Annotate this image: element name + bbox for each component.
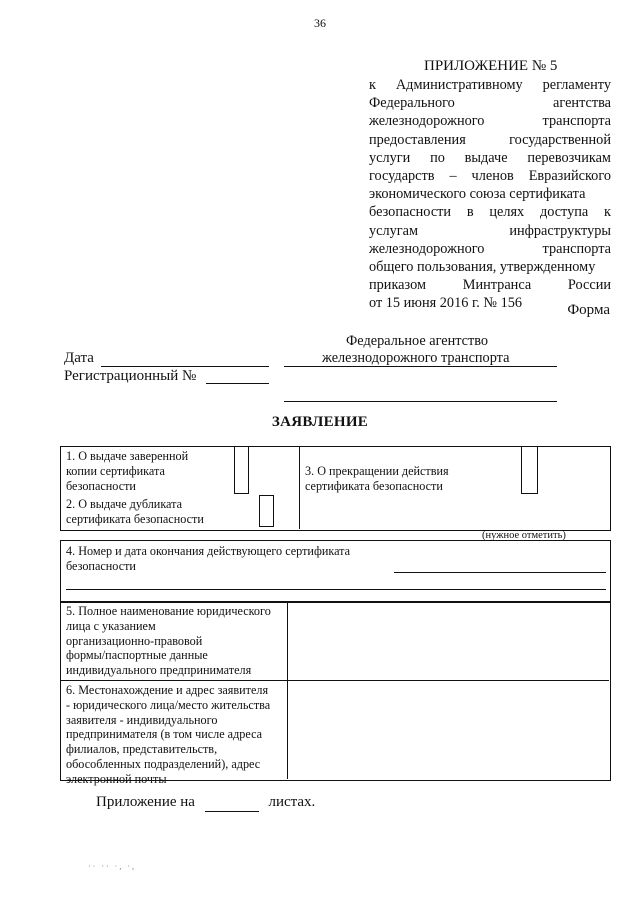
appendix-line	[369, 222, 611, 240]
appendix-word: железнодорожного	[369, 113, 485, 130]
appendix-title: ПРИЛОЖЕНИЕ № 5	[424, 58, 558, 74]
row-5-input[interactable]	[290, 603, 607, 678]
appendix-word: от 15 июня 2016 г. № 156	[369, 295, 523, 312]
option-2-text: 2. О выдаче дубликата сертификата безопасности	[66, 497, 204, 526]
appendix-word: Федерального	[369, 95, 455, 112]
appendix-line	[369, 76, 611, 94]
appendix-word: общего пользования, утвержденному	[369, 258, 596, 275]
appendix-word: к	[369, 77, 376, 93]
appendix-word: в	[466, 204, 474, 221]
attachment-prefix: Приложение на	[96, 794, 195, 810]
mark-needed-note: (нужное отметить)	[482, 530, 566, 541]
appendix-word: Евразийского	[528, 167, 611, 184]
appendix-word: транспорта	[542, 113, 611, 130]
appendix-line	[369, 240, 611, 258]
attachment-suffix: листах.	[268, 794, 316, 810]
appendix-line	[369, 112, 611, 130]
appendix-line	[369, 258, 611, 276]
scan-mark: ·· ·· ·, ·,	[88, 862, 136, 871]
appendix-line	[369, 185, 611, 203]
appendix-line	[369, 94, 611, 112]
recipient-extra-line[interactable]	[284, 401, 557, 402]
reg-number-field-line[interactable]	[206, 383, 269, 384]
appendix-regulation-text	[369, 76, 611, 312]
row-6-text: 6. Местонахождение и адрес заявителя - юридического лица/место жительства заявителя - индивидуального предпринимателя (в том числе адреса филиалов, представительств, обособленных подразделений), адрес электронной почты	[66, 683, 271, 786]
attachment-sheets-field[interactable]	[205, 794, 259, 812]
appendix-word: России	[567, 277, 611, 294]
appendix-line	[369, 276, 611, 294]
appendix-word: приказом	[369, 277, 427, 294]
appendix-word: выдаче	[464, 149, 508, 166]
appendix-word: государств	[369, 167, 435, 184]
row-6-input[interactable]	[290, 683, 607, 777]
row-5-6-separator	[60, 680, 609, 681]
appendix-word: регламенту	[542, 77, 611, 93]
appendix-word: по	[430, 149, 445, 166]
appendix-word: услуги	[369, 149, 411, 166]
appendix-word: к	[604, 204, 611, 221]
recipient-underline	[284, 366, 557, 367]
appendix-word: транспорта	[542, 240, 611, 257]
appendix-line	[369, 167, 611, 185]
appendix-word: железнодорожного	[369, 240, 485, 257]
rows-5-6-divider	[287, 601, 288, 779]
date-field-line[interactable]	[101, 366, 269, 367]
appendix-word: целях	[489, 204, 525, 221]
row-4-field-line[interactable]	[394, 572, 606, 573]
form-label: Форма	[567, 302, 610, 318]
row-4-second-line[interactable]	[66, 589, 606, 590]
page-number: 36	[314, 16, 326, 30]
option-1-checkbox[interactable]	[234, 446, 249, 494]
row-5-text: 5. Полное наименование юридического лица с указанием организационно-правовой формы/паспортные данные индивидуального предпринимателя	[66, 604, 271, 678]
recipient-line-1: Федеральное агентство	[346, 333, 489, 349]
appendix-word: инфраструктуры	[509, 222, 611, 239]
option-1-text: 1. О выдаче заверенной копии сертификата безопасности	[66, 449, 189, 493]
appendix-word: членов	[471, 167, 514, 184]
option-2-checkbox[interactable]	[259, 495, 274, 527]
appendix-line	[369, 203, 611, 221]
attachment-line	[96, 794, 315, 812]
date-label: Дата	[64, 350, 94, 366]
appendix-word: Административному	[395, 77, 523, 93]
appendix-line	[369, 131, 611, 149]
reg-number-label: Регистрационный №	[64, 368, 197, 384]
appendix-word: агентства	[553, 95, 611, 112]
appendix-word: перевозчикам	[527, 149, 611, 166]
appendix-word: предоставления	[369, 131, 466, 148]
recipient-line-2: железнодорожного транспорта	[322, 350, 510, 366]
appendix-line	[369, 149, 611, 167]
appendix-word: государственной	[509, 131, 611, 148]
options-divider	[299, 446, 300, 529]
appendix-word: безопасности	[369, 204, 452, 221]
appendix-word: –	[449, 167, 457, 184]
option-3-text: 3. О прекращении действия сертификата безопасности	[305, 464, 449, 493]
statement-heading: ЗАЯВЛЕНИЕ	[271, 414, 369, 430]
appendix-word: услугам	[369, 222, 419, 239]
row-4-text: 4. Номер и дата окончания действующего сертификата безопасности	[66, 544, 351, 573]
appendix-word: экономического союза сертификата	[369, 186, 586, 203]
appendix-word: доступа	[539, 204, 589, 221]
appendix-word: Минтранса	[462, 277, 532, 294]
option-3-checkbox[interactable]	[521, 446, 538, 494]
